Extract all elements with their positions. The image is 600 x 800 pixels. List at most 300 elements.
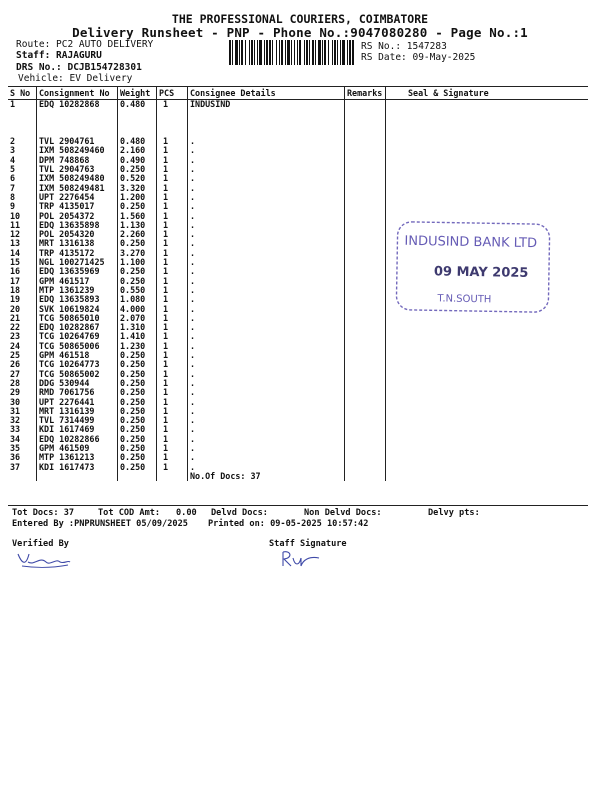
cell-remarks <box>345 128 386 137</box>
table-row <box>8 156 588 165</box>
barcode-bar <box>332 40 333 65</box>
staff-label: Staff: RAJAGURU <box>16 50 102 61</box>
cell-remarks <box>345 193 386 202</box>
cell-pcs: 1 <box>157 156 188 165</box>
cell-pcs <box>157 119 188 128</box>
cell-remarks <box>345 370 386 379</box>
cell-sno: 7 <box>10 182 16 193</box>
cell-sno: 33 <box>10 424 21 435</box>
cell-sno: 14 <box>10 247 21 258</box>
cell-seal <box>386 342 589 351</box>
cell-pcs: 1 <box>157 165 188 174</box>
cell-pcs: 1 <box>157 305 188 314</box>
cell-consignment: EDQ 10282868 <box>37 100 118 110</box>
cell-sno: 36 <box>10 452 21 463</box>
cell-seal <box>386 174 589 183</box>
cell-seal <box>386 184 589 193</box>
cell-pcs: 1 <box>157 286 188 295</box>
cell-pcs: 1 <box>157 342 188 351</box>
cell-sno: 16 <box>10 266 21 277</box>
cell-sno: 31 <box>10 405 21 416</box>
vehicle-label: Vehicle: EV Delivery <box>18 73 133 84</box>
cell-sno: 24 <box>10 340 21 351</box>
cell-consignment <box>37 109 118 118</box>
cell-consignment: MRT 1316139 <box>37 407 118 416</box>
cell-consignee: . <box>188 295 345 304</box>
cell-sno: 26 <box>10 359 21 370</box>
barcode-bar <box>266 40 268 65</box>
barcode-bar <box>259 40 262 65</box>
cell-consignment: TCG 50865002 <box>37 370 118 379</box>
cell-remarks <box>345 109 386 118</box>
cell-consignment: GPM 461517 <box>37 277 118 286</box>
barcode-bar <box>352 40 354 65</box>
cell-weight: 1.310 <box>118 323 157 332</box>
cell-sno: 17 <box>10 275 21 286</box>
cell-pcs: 1 <box>157 137 188 146</box>
cell-consignee: . <box>188 453 345 462</box>
cell-seal <box>386 156 589 165</box>
cell-sno: 25 <box>10 350 21 361</box>
cell-remarks <box>345 407 386 416</box>
route-label: Route: PC2 AUTO DELIVERY <box>16 39 154 50</box>
table-row <box>8 398 588 407</box>
barcode-bar <box>309 40 310 65</box>
cell-pcs: 1 <box>157 267 188 276</box>
cell-consignee <box>188 119 345 128</box>
cell-weight: 1.230 <box>118 342 157 351</box>
cell-sno: 35 <box>10 442 21 453</box>
cell-weight: 0.250 <box>118 360 157 369</box>
cell-weight: 1.560 <box>118 212 157 221</box>
cell-pcs: 1 <box>157 323 188 332</box>
cell-sno: 21 <box>10 312 21 323</box>
cell-consignee: . <box>188 444 345 453</box>
tot-docs: Tot Docs: 37 <box>12 508 75 518</box>
cell-consignment: KDI 1617473 <box>37 463 118 472</box>
cell-seal <box>386 435 589 444</box>
cell-weight: 0.250 <box>118 416 157 425</box>
table-row <box>8 193 588 202</box>
cell-remarks <box>345 100 386 110</box>
table-header-row <box>8 87 588 100</box>
printed-on: Printed on: 09-05-2025 10:57:42 <box>208 519 369 529</box>
cell-remarks <box>345 119 386 128</box>
cell-consignee: . <box>188 305 345 314</box>
cell-seal <box>386 360 589 369</box>
barcode-bar <box>342 40 345 65</box>
col-header-weight: Weight <box>118 87 157 100</box>
cell-weight: 0.250 <box>118 202 157 211</box>
cell-remarks <box>345 388 386 397</box>
cell-remarks <box>345 202 386 211</box>
rs-number: RS No.: 1547283 <box>361 41 447 52</box>
cell-consignee: . <box>188 314 345 323</box>
barcode-bar <box>249 40 250 65</box>
cell-remarks <box>345 174 386 183</box>
drs-number: DRS No.: DCJB154728301 <box>16 62 142 73</box>
cell-sno: 37 <box>10 461 21 472</box>
cell-consignee: . <box>188 323 345 332</box>
cell-weight: 0.250 <box>118 463 157 472</box>
cell-remarks <box>345 379 386 388</box>
cell-consignment: TVL 2904763 <box>37 165 118 174</box>
cell-consignee: . <box>188 277 345 286</box>
cell-consignment: POL 2054372 <box>37 212 118 221</box>
cell-sno: 5 <box>10 164 16 175</box>
cell-weight: 0.250 <box>118 407 157 416</box>
non-delvd-docs: Non Delvd Docs: <box>304 508 382 518</box>
cell-pcs: 1 <box>157 230 188 239</box>
cell-consignee: . <box>188 286 345 295</box>
cell-sno: 30 <box>10 396 21 407</box>
barcode-bar <box>232 40 233 65</box>
col-header-consignee: Consignee Details <box>188 87 345 100</box>
barcode-bar <box>328 40 329 65</box>
cell-consignment: EDQ 13635893 <box>37 295 118 304</box>
cell-remarks <box>345 398 386 407</box>
cell-remarks <box>345 146 386 155</box>
cell-empty <box>157 472 188 481</box>
cell-consignee: . <box>188 193 345 202</box>
cell-consignee: . <box>188 202 345 211</box>
staff-signature <box>279 548 323 570</box>
stamp-bank-name: INDUSIND BANK LTD <box>404 233 538 252</box>
cell-pcs: 1 <box>157 407 188 416</box>
cell-weight: 0.250 <box>118 379 157 388</box>
tot-cod-value: 0.00 <box>176 508 197 518</box>
cell-pcs <box>157 109 188 118</box>
cell-pcs: 1 <box>157 416 188 425</box>
cell-sno: 6 <box>10 173 16 184</box>
cell-pcs: 1 <box>157 100 188 110</box>
cell-sno: 18 <box>10 284 21 295</box>
cell-remarks <box>345 360 386 369</box>
cell-sno: 4 <box>10 154 16 165</box>
bank-seal-stamp <box>393 219 553 318</box>
cell-consignment: EDQ 10282866 <box>37 435 118 444</box>
cell-consignment: MRT 1316138 <box>37 239 118 248</box>
barcode-bar <box>276 40 277 65</box>
cell-seal <box>386 398 589 407</box>
cell-weight: 1.100 <box>118 258 157 267</box>
cell-remarks <box>345 221 386 230</box>
cell-weight: 0.490 <box>118 156 157 165</box>
table-row <box>8 453 588 462</box>
cell-consignee: INDUSIND <box>188 100 345 110</box>
cell-sno: 34 <box>10 433 21 444</box>
barcode-bar <box>297 40 298 65</box>
cell-consignee: . <box>188 425 345 434</box>
cell-pcs: 1 <box>157 453 188 462</box>
barcode-bar <box>291 40 292 65</box>
col-header-sno: S No <box>8 87 37 100</box>
cell-weight: 0.250 <box>118 351 157 360</box>
cell-weight: 3.270 <box>118 249 157 258</box>
cell-seal <box>386 407 589 416</box>
cell-pcs: 1 <box>157 295 188 304</box>
cell-consignment: TCG 50865010 <box>37 314 118 323</box>
cell-remarks <box>345 230 386 239</box>
cell-consignee: . <box>188 165 345 174</box>
col-header-seal: Seal & Signature <box>386 87 589 100</box>
cell-empty <box>345 472 386 481</box>
cell-remarks <box>345 249 386 258</box>
barcode-bar <box>241 40 243 65</box>
cell-sno <box>8 109 37 118</box>
barcode-bar <box>285 40 286 65</box>
cell-consignee: . <box>188 137 345 146</box>
cell-weight: 0.250 <box>118 444 157 453</box>
cell-consignment: RMD 7061756 <box>37 388 118 397</box>
cell-weight: 0.480 <box>118 137 157 146</box>
table-row <box>8 388 588 397</box>
cell-sno: 29 <box>10 387 21 398</box>
cell-consignee: . <box>188 379 345 388</box>
barcode-bar <box>334 40 336 65</box>
cell-consignment: GPM 461509 <box>37 444 118 453</box>
rs-date: RS Date: 09-May-2025 <box>361 52 476 63</box>
cell-consignment: TCG 10264773 <box>37 360 118 369</box>
cell-weight: 0.250 <box>118 453 157 462</box>
cell-pcs: 1 <box>157 193 188 202</box>
cell-consignee: . <box>188 258 345 267</box>
cell-remarks <box>345 332 386 341</box>
table-row <box>8 407 588 416</box>
cell-pcs: 1 <box>157 146 188 155</box>
cell-pcs: 1 <box>157 425 188 434</box>
cell-sno: 15 <box>10 257 21 268</box>
cell-pcs: 1 <box>157 360 188 369</box>
cell-weight: 3.320 <box>118 184 157 193</box>
cell-weight <box>118 109 157 118</box>
cell-pcs: 1 <box>157 463 188 472</box>
cell-seal <box>386 444 589 453</box>
cell-consignee: . <box>188 388 345 397</box>
cell-consignment: TVL 7314499 <box>37 416 118 425</box>
col-header-remarks: Remarks <box>345 87 386 100</box>
stamp-date: 09 MAY 2025 <box>433 264 529 281</box>
cell-empty <box>37 472 118 481</box>
cell-sno: 3 <box>10 145 16 156</box>
cell-consignment: DDG 530944 <box>37 379 118 388</box>
barcode-image <box>229 40 355 65</box>
cell-consignee: . <box>188 351 345 360</box>
barcode-bar <box>324 40 326 65</box>
cell-weight: 0.550 <box>118 286 157 295</box>
cell-weight: 1.130 <box>118 221 157 230</box>
cell-consignee: . <box>188 360 345 369</box>
cell-seal <box>386 109 589 118</box>
cell-seal <box>386 128 589 137</box>
cell-weight: 0.250 <box>118 277 157 286</box>
cell-seal <box>386 351 589 360</box>
cell-consignee: . <box>188 221 345 230</box>
cell-remarks <box>345 184 386 193</box>
cell-empty <box>8 472 37 481</box>
cell-sno: 20 <box>10 303 21 314</box>
cell-remarks <box>345 416 386 425</box>
cell-remarks <box>345 137 386 146</box>
cell-sno: 32 <box>10 415 21 426</box>
cell-seal <box>386 165 589 174</box>
barcode-bar <box>229 40 231 65</box>
cell-consignment: TVL 2904761 <box>37 137 118 146</box>
cell-consignee: . <box>188 416 345 425</box>
cell-consignee: . <box>188 174 345 183</box>
cell-consignee: . <box>188 156 345 165</box>
cell-weight: 2.160 <box>118 146 157 155</box>
cell-pcs: 1 <box>157 435 188 444</box>
stamp-region: T.N.SOUTH <box>437 293 492 306</box>
cell-remarks <box>345 156 386 165</box>
cell-weight: 1.080 <box>118 295 157 304</box>
table-row <box>8 100 588 110</box>
cell-pcs: 1 <box>157 258 188 267</box>
cell-weight <box>118 119 157 128</box>
cell-weight: 1.200 <box>118 193 157 202</box>
cell-weight: 0.250 <box>118 398 157 407</box>
cell-remarks <box>345 463 386 472</box>
barcode-bar <box>239 40 240 65</box>
cell-consignee: . <box>188 463 345 472</box>
barcode-bar <box>264 40 265 65</box>
cell-empty <box>386 472 589 481</box>
cell-remarks <box>345 444 386 453</box>
col-header-pcs: PCS <box>157 87 188 100</box>
cell-remarks <box>345 295 386 304</box>
col-header-consignment: Consignment No <box>37 87 118 100</box>
cell-weight: 0.250 <box>118 435 157 444</box>
barcode-bar <box>306 40 308 65</box>
cell-remarks <box>345 323 386 332</box>
cell-consignee: . <box>188 239 345 248</box>
cell-pcs <box>157 128 188 137</box>
table-row <box>8 109 588 118</box>
cell-seal <box>386 119 589 128</box>
cell-sno: 8 <box>10 191 16 202</box>
cell-consignment: NGL 100271425 <box>37 258 118 267</box>
cell-sno <box>8 119 37 128</box>
barcode-bar <box>254 40 255 65</box>
cell-consignee: . <box>188 249 345 258</box>
barcode-bar <box>269 40 271 65</box>
cell-pcs: 1 <box>157 202 188 211</box>
divider <box>8 505 588 506</box>
cell-seal <box>386 388 589 397</box>
cell-weight: 0.250 <box>118 370 157 379</box>
cell-consignment: DPM 748868 <box>37 156 118 165</box>
cell-remarks <box>345 258 386 267</box>
cell-pcs: 1 <box>157 277 188 286</box>
cell-weight: 0.520 <box>118 174 157 183</box>
barcode-bar <box>299 40 301 65</box>
cell-seal <box>386 379 589 388</box>
cell-consignment: IXM 508249460 <box>37 146 118 155</box>
cell-pcs: 1 <box>157 221 188 230</box>
cell-consignee: . <box>188 184 345 193</box>
verified-by-label: Verified By <box>12 539 69 549</box>
table-row <box>8 146 588 155</box>
cell-pcs: 1 <box>157 388 188 397</box>
runsheet-title: Delivery Runsheet - PNP - Phone No.:9047080280 - Page No.:1 <box>72 25 528 40</box>
cell-consignment: MTP 1361239 <box>37 286 118 295</box>
cell-consignment: TRP 4135017 <box>37 202 118 211</box>
staff-signature-label: Staff Signature <box>269 539 347 549</box>
table-row <box>8 184 588 193</box>
cell-weight: 4.000 <box>118 305 157 314</box>
cell-seal <box>386 370 589 379</box>
cell-sno: 19 <box>10 294 21 305</box>
cell-sno: 28 <box>10 377 21 388</box>
cell-remarks <box>345 239 386 248</box>
table-row <box>8 370 588 379</box>
cell-consignee: . <box>188 230 345 239</box>
table-row <box>8 379 588 388</box>
barcode-bar <box>304 40 305 65</box>
cell-consignment: SVK 10619824 <box>37 305 118 314</box>
cell-pcs: 1 <box>157 370 188 379</box>
cell-consignment: GPM 461518 <box>37 351 118 360</box>
cell-remarks <box>345 314 386 323</box>
cell-pcs: 1 <box>157 351 188 360</box>
cell-pcs: 1 <box>157 444 188 453</box>
cell-consignment: KDI 1617469 <box>37 425 118 434</box>
barcode-bar <box>281 40 283 65</box>
barcode-bar <box>235 40 238 65</box>
cell-consignment: TRP 4135172 <box>37 249 118 258</box>
docs-count-row <box>8 472 588 481</box>
cell-remarks <box>345 425 386 434</box>
cell-sno: 12 <box>10 229 21 240</box>
cell-weight: 0.480 <box>118 100 157 110</box>
cell-sno: 1 <box>10 99 16 109</box>
barcode-bar <box>251 40 253 65</box>
cell-remarks <box>345 286 386 295</box>
cell-seal <box>386 453 589 462</box>
barcode-bar <box>315 40 316 65</box>
delvy-pts: Delvy pts: <box>428 508 480 518</box>
cell-seal <box>386 332 589 341</box>
cell-seal <box>386 463 589 472</box>
cell-remarks <box>345 165 386 174</box>
cell-remarks <box>345 435 386 444</box>
cell-seal <box>386 137 589 146</box>
cell-remarks <box>345 277 386 286</box>
cell-weight: 2.260 <box>118 230 157 239</box>
cell-weight: 0.250 <box>118 388 157 397</box>
cell-consignment: TCG 10264769 <box>37 332 118 341</box>
cell-consignee: . <box>188 342 345 351</box>
cell-pcs: 1 <box>157 332 188 341</box>
cell-consignment: IXM 508249481 <box>37 184 118 193</box>
barcode-bar <box>312 40 314 65</box>
cell-consignment: EDQ 10282867 <box>37 323 118 332</box>
cell-pcs: 1 <box>157 314 188 323</box>
cell-seal <box>386 416 589 425</box>
table-row <box>8 444 588 453</box>
cell-pcs: 1 <box>157 239 188 248</box>
cell-pcs: 1 <box>157 249 188 258</box>
tot-cod-label: Tot COD Amt: <box>98 508 161 518</box>
cell-pcs: 1 <box>157 379 188 388</box>
cell-consignment <box>37 119 118 128</box>
barcode-bar <box>322 40 323 65</box>
cell-sno: 23 <box>10 331 21 342</box>
cell-sno: 10 <box>10 210 21 221</box>
table-row <box>8 202 588 211</box>
barcode-bar <box>294 40 295 65</box>
